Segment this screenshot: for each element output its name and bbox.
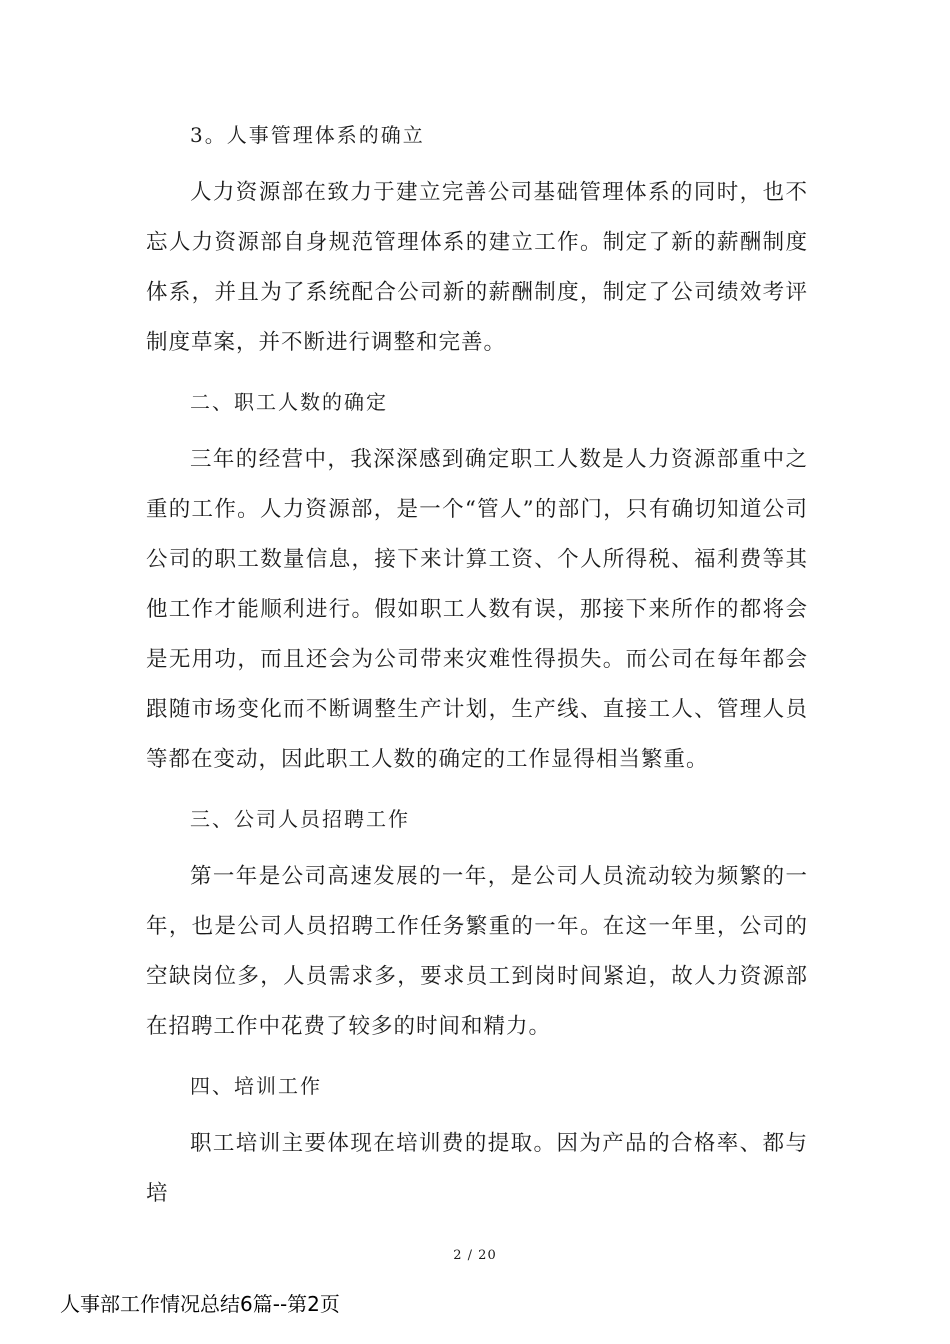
section-heading-training: 四、培训工作 [190, 1074, 322, 1098]
paragraph-training: 职工培训主要体现在培训费的提取。因为产品的合格率、都与培 [146, 1131, 808, 1206]
section-heading-recruitment: 三、公司人员招聘工作 [190, 807, 410, 831]
paragraph-headcount: 三年的经营中，我深深感到确定职工人数是人力资源部重中之重的工作。人力资源部，是一个“管人”的部门，只有确切知道公司公司的职工数量信息，接下来计算工资、个人所得税、福利费等其他工作才能顺利进行。假如职工人数有误，那接下来所作的都将会是无用功，而且还会为公司带来灾难性得损失。而公司在每年都会跟随市场变化而不断调整生产计划，生产线、直接工人、管理人员等都在变动，因此职工人数的确定的工作显得相当繁重。 [146, 447, 808, 772]
page-number: 2 / 20 [453, 1248, 497, 1263]
section-heading-hr-system: 3。人事管理体系的确立 [190, 123, 425, 147]
paragraph-hr-system: 人力资源部在致力于建立完善公司基础管理体系的同时，也不忘人力资源部自身规范管理体系的建立工作。制定了新的薪酬制度体系，并且为了系统配合公司新的薪酬制度，制定了公司绩效考评制度草案，并不断进行调整和完善。 [146, 180, 808, 355]
document-body [146, 110, 808, 1228]
paragraph-recruitment: 第一年是公司高速发展的一年，是公司人员流动较为频繁的一年，也是公司人员招聘工作任务繁重的一年。在这一年里，公司的空缺岗位多，人员需求多，要求员工到岗时间紧迫，故人力资源部在招聘工作中花费了较多的时间和精力。 [146, 864, 808, 1039]
section-heading-headcount: 二、职工人数的确定 [190, 390, 388, 414]
footer-document-title: 人事部工作情况总结6篇--第2页 [60, 1292, 340, 1316]
